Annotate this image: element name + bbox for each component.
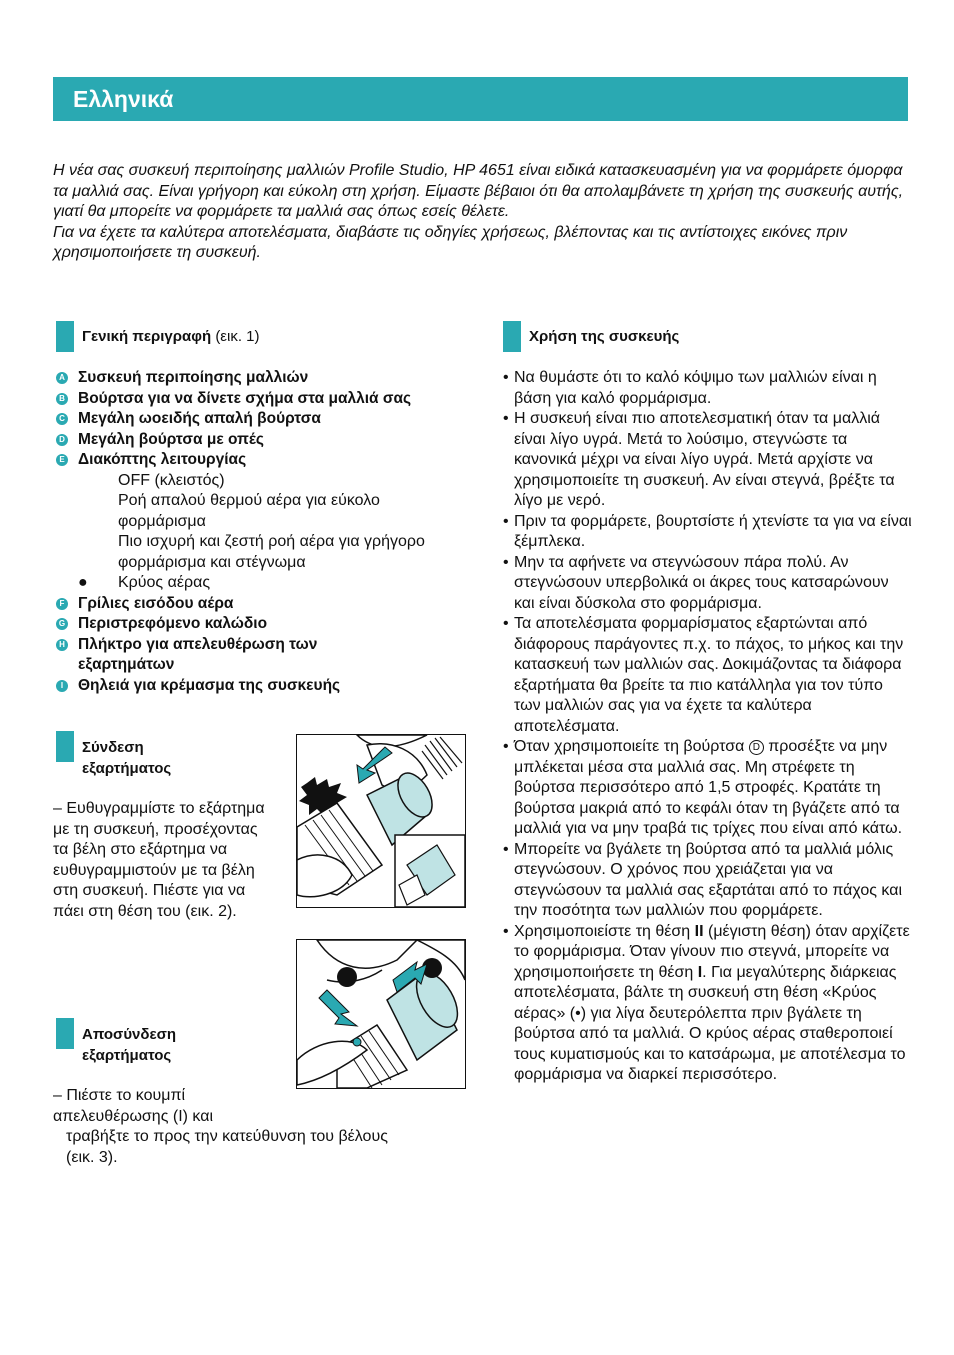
detach-illustration-svg [297, 940, 465, 1088]
part-item [56, 450, 496, 471]
part-label: Θηλειά για κρέμασμα της συσκευής [78, 676, 341, 694]
letter-g-icon: G [56, 618, 68, 630]
general-heading [82, 326, 260, 347]
list-item: • Η συσκευή είναι πιο αποτελεσματική όταν τα μαλλιά είναι λίγο υγρά. Μετά το λούσιμο, στεγνώστε τα κανονικά μέχρι να είναι λίγο υγρά. Μετά αρχίστε να χρησιμοποιείτε τη συσκευή. Αν είναι στεγνά, βρέξτε τα λίγο με νερό. [503, 410, 895, 509]
intro-text [53, 161, 913, 264]
part-label: Μεγάλη βούρτσα με οπές [78, 430, 264, 448]
letter-e-icon: E [56, 454, 68, 466]
list-item: • Πριν τα φορμάρετε, βουρτσίστε ή χτενίστε τα για να είναι ξέμπλεκα. [503, 512, 912, 550]
cold-air-dot-icon: ● [78, 574, 88, 591]
letter-d-icon: D [56, 434, 68, 446]
part-label: Γρίλιες εισόδου αέρα [78, 594, 234, 612]
section-banner [53, 77, 908, 121]
page-title: Ελληνικά [73, 86, 174, 112]
switch-setting: Πιο ισχυρή και ζεστή ροή αέρα για γρήγορο φορμάρισμα και στέγνωμα [118, 533, 425, 571]
section-marker [56, 731, 74, 762]
part-item [56, 614, 496, 635]
disconnect-text-b: τραβήξτε το προς την κατεύθυνση του βέλους (εικ. 3). [66, 1128, 388, 1166]
brush-d-icon: D [749, 740, 764, 755]
section-marker [56, 321, 74, 352]
letter-c-icon: C [56, 413, 68, 425]
part-item [56, 430, 496, 451]
disconnect-text-a: – Πιέστε το κουμπί απελευθέρωσης (I) και [53, 1087, 214, 1125]
letter-b-icon: B [56, 393, 68, 405]
figure-detach-illustration [296, 939, 466, 1089]
letter-a-icon: A [56, 372, 68, 384]
part-item [56, 409, 496, 430]
intro-paragraph: Για να έχετε τα καλύτερα αποτελέσματα, διαβάστε τις οδηγίες χρήσεως, βλέποντας και τις αντίστοιχες εικόνες πριν χρησιμοποιήσετε τη συσκευή. [53, 223, 848, 261]
list-item: • Χρησιμοποιείστε τη θέση II (μέγιστη θέση) όταν αρχίζετε το φορμάρισμα. Όταν γίνουν πιο στεγνά, μπορείτε να χρησιμοποιήσετε τη θέση I. Για μεγαλύτερης διάρκειας αποτελέσματα, βάλτε τη συσκευή στη θέση «Κρύος αέρας» (•) για λίγα δευτερόλεπτα πριν βγάλετε τη βούρτσα από τα μαλλιά. Ο κρύος αέρας σταθεροποιεί τους κυματισμούς και το κατσάρωμα, με αποτέλεσμα το φορμάρισμα να διαρκεί περισσότερο. [503, 922, 910, 1083]
disconnect-heading: Αποσύνδεση εξαρτήματος [82, 1026, 177, 1064]
part-label: Μεγάλη ωοειδής απαλή βούρτσα [78, 410, 321, 427]
connect-heading: Σύνδεση εξαρτήματος [82, 739, 172, 777]
intro-paragraph: Η νέα σας συσκευή περιποίησης μαλλιών Profile Studio, HP 4651 είναι ειδικά κατασκευασμένη για να φορμάρετε όμορφα τα μαλλιά σας. Είναι γρήγορη και εύκολη στη χρήση. Είμαστε βέβαιοι ότι θα απολαμβάνετε τη χρήση της συσκευής αυτής, γιατί θα μπορείτε να φορμάρετε τα μαλλιά σας όπως εσείς θέλετε. [53, 162, 904, 220]
part-label: Διακόπτης λειτουργίας [78, 451, 247, 468]
letter-f-icon: F [56, 598, 68, 610]
switch-setting: ● Κρύος αέρας [56, 573, 448, 594]
letter-i-icon: I [56, 680, 68, 692]
part-label: Βούρτσα για να δίνετε σχήμα στα μαλλιά σας [78, 389, 412, 407]
part-label: Συσκευή περιποίησης μαλλιών [78, 369, 309, 386]
usage-heading: Χρήση της συσκευής [529, 328, 680, 345]
list-item: • Τα αποτελέσματα φορμαρίσματος εξαρτώνται από διάφορους παράγοντες π.χ. το πάχος, το μήκος και την κατασκευή των μαλλιών σας. Δοκιμάζοντας τα διάφορα εξαρτήματα θα βρείτε τα πιο κατάλληλα για τον τύπο των μαλλιών σας για να έχετε τα καλύτερα αποτελέσματα. [503, 615, 904, 735]
usage-bullets [503, 368, 913, 1086]
part-label: Περιστρεφόμενο καλώδιο [78, 615, 268, 632]
list-item: • Όταν χρησιμοποιείτε τη βούρτσα D προσέξτε να μην μπλέκεται μέσα στα μαλλιά σας. Μη στρέφετε τη βούρτσα περισσότερο από 1,5 στροφές. Κρατάτε τη βούρτσα μακριά από το κεφάλι όταν τη βγάζετε από τα μαλλιά για να μην τραβά τις τρίχες που είναι από κάτω. [503, 738, 903, 837]
part-item [56, 676, 496, 697]
switch-setting: OFF (κλειστός) [118, 471, 225, 489]
switch-setting: Ροή απαλού θερμού αέρα για εύκολο φορμάρισμα [118, 492, 380, 530]
part-label: Πλήκτρο για απελευθέρωση των εξαρτημάτων [78, 635, 318, 673]
list-item: • Μπορείτε να βγάλετε τη βούρτσα από τα μαλλιά μόλις στεγνώσουν. Ο χρόνος που χρειάζεται για να στεγνώσουν τα μαλλιά σας εξαρτάται από το πάχος και την ποσότητα των μαλλιών που φορμάρετε. [503, 840, 903, 919]
section-marker [56, 1018, 74, 1049]
list-item: • Μην τα αφήνετε να στεγνώσουν πάρα πολύ. Αν στεγνώσουν υπερβολικά οι άκρες τους κατσαρώνουν και είναι δύσκολα στο φορμάρισμα. [503, 553, 889, 612]
general-heading-label: Γενική περιγραφή [82, 328, 212, 345]
parts-list [56, 368, 496, 696]
general-heading-ref: (εικ. 1) [215, 328, 260, 345]
figure-attach-illustration [296, 734, 466, 908]
list-item: • Να θυμάστε ότι το καλό κόψιμο των μαλλιών είναι η βάση για καλό φορμάρισμα. [503, 369, 877, 407]
letter-h-icon: H [56, 639, 68, 651]
part-item [56, 594, 496, 615]
section-marker [503, 321, 521, 352]
part-item [56, 635, 368, 676]
attach-illustration-svg [297, 735, 465, 907]
connect-text: – Ευθυγραμμίστε το εξάρτημα με τη συσκευή, προσέχοντας τα βέλη στο εξάρτημα να ευθυγραμμιστούν με τα βέλη στη συσκευή. Πιέστε για να πάει στη θέση του (εικ. 2). [53, 800, 265, 920]
part-item [56, 368, 496, 389]
part-item [56, 389, 496, 410]
